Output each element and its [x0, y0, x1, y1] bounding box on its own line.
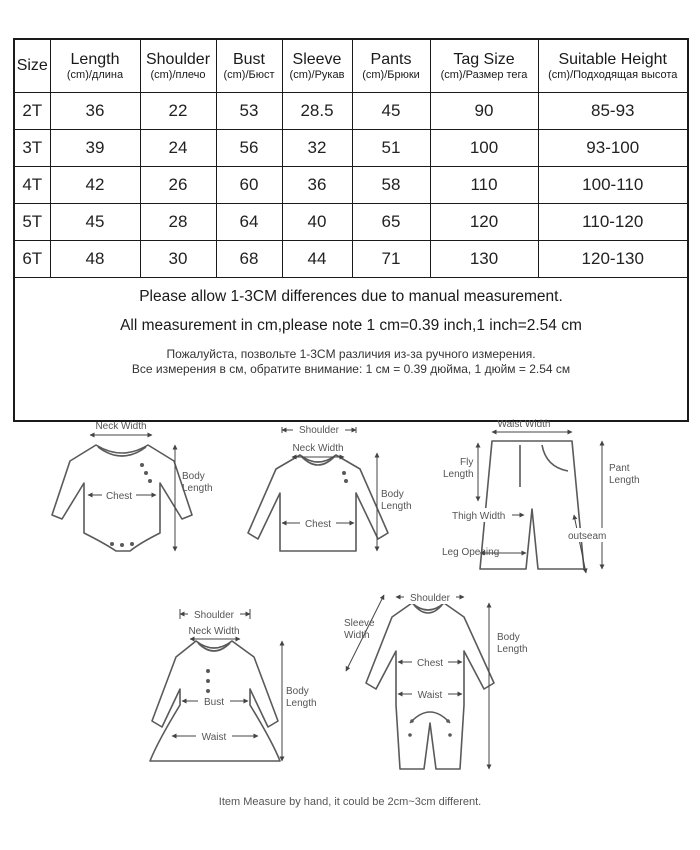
cell-pants: 51	[352, 130, 430, 167]
cell-shoulder: 26	[140, 167, 216, 204]
cell-bust: 60	[216, 167, 282, 204]
romper-diagram	[344, 590, 528, 769]
cell-bust: 64	[216, 204, 282, 241]
header-tag-size: Tag Size (cm)/Размер тега	[430, 39, 538, 93]
cell-tag-size: 90	[430, 93, 538, 130]
cell-size: 5T	[14, 204, 50, 241]
dress-body-label: Body	[286, 686, 309, 697]
shirt-body-label: Body	[381, 489, 404, 500]
cell-suitable-height: 110-120	[538, 204, 688, 241]
header-bust: Bust (cm)/Бюст	[216, 39, 282, 93]
pants-fly-length-label: Length	[443, 469, 474, 480]
notes-row	[14, 278, 688, 422]
table-row	[14, 241, 688, 278]
pants-pocket-line	[542, 445, 568, 471]
note-tolerance-en: Please allow 1-3CM differences due to manual measurement.	[139, 288, 563, 305]
shirt-diagram	[248, 423, 412, 551]
shirt-outline	[248, 455, 388, 551]
cell-bust: 56	[216, 130, 282, 167]
cell-size: 3T	[14, 130, 50, 167]
cell-length: 42	[50, 167, 140, 204]
pants-diagram	[442, 419, 640, 573]
cell-sleeve: 44	[282, 241, 352, 278]
bodysuit-neck-width-label: Neck Width	[95, 421, 147, 432]
bodysuit-chest-label: Chest	[105, 491, 133, 502]
cell-suitable-height: 100-110	[538, 167, 688, 204]
dress-waist-label: Waist	[201, 732, 227, 743]
table-row	[14, 130, 688, 167]
cell-shoulder: 28	[140, 204, 216, 241]
romper-sleeve-width-label: Width	[344, 630, 370, 641]
bodysuit-length-label: Length	[182, 483, 213, 494]
header-suitable-height: Suitable Height (cm)/Подходящая высота	[538, 39, 688, 93]
cell-sleeve: 32	[282, 130, 352, 167]
table-row	[14, 167, 688, 204]
romper-length-label: Length	[497, 644, 528, 655]
cell-size: 4T	[14, 167, 50, 204]
pants-pant-length-label: Length	[609, 475, 640, 486]
dress-diagram	[150, 607, 317, 761]
header-pants: Pants (cm)/Брюки	[352, 39, 430, 93]
cell-tag-size: 100	[430, 130, 538, 167]
cell-sleeve: 36	[282, 167, 352, 204]
cell-suitable-height: 93-100	[538, 130, 688, 167]
cell-tag-size: 120	[430, 204, 538, 241]
table-header-row	[14, 39, 688, 93]
note-tolerance-ru: Пожалуйста, позвольте 1-3CM различия из-за ручного измерения.	[166, 347, 536, 361]
pants-waist-width-label: Waist Width	[497, 419, 551, 430]
cell-length: 45	[50, 204, 140, 241]
cell-shoulder: 24	[140, 130, 216, 167]
cell-pants: 71	[352, 241, 430, 278]
size-chart-table	[13, 38, 689, 422]
romper-inseam	[410, 712, 450, 723]
measure-disclaimer: Item Measure by hand, it could be 2cm~3cm different.	[218, 796, 482, 808]
pants-pant-label: Pant	[609, 463, 630, 474]
cell-suitable-height: 85-93	[538, 93, 688, 130]
cell-tag-size: 110	[430, 167, 538, 204]
shirt-shoulder-label: Shoulder	[298, 425, 340, 436]
cell-shoulder: 30	[140, 241, 216, 278]
cell-length: 48	[50, 241, 140, 278]
dress-shoulder-label: Shoulder	[193, 610, 235, 621]
cell-length: 36	[50, 93, 140, 130]
shirt-chest-label: Chest	[304, 519, 332, 530]
pants-outseam-label: outseam	[568, 531, 607, 542]
cell-size: 2T	[14, 93, 50, 130]
dress-bust-label: Bust	[203, 697, 225, 708]
shirt-neck-width-label: Neck Width	[292, 443, 344, 454]
romper-waist-label: Waist	[417, 690, 443, 701]
bodysuit-diagram	[52, 421, 213, 551]
shirt-collar	[302, 457, 334, 465]
romper-outline	[366, 603, 494, 769]
cell-pants: 45	[352, 93, 430, 130]
romper-collar	[414, 605, 442, 613]
header-size: Size	[14, 39, 50, 93]
shirt-length-label: Length	[381, 501, 412, 512]
cell-sleeve: 28.5	[282, 93, 352, 130]
cell-bust: 68	[216, 241, 282, 278]
dress-neck-width-label: Neck Width	[188, 626, 240, 637]
note-units-ru: Все измерения в см, обратите внимание: 1 см = 0.39 дюйма, 1 дюйм = 2.54 см	[131, 362, 571, 376]
dress-collar	[198, 643, 230, 651]
cell-size: 6T	[14, 241, 50, 278]
cell-suitable-height: 120-130	[538, 241, 688, 278]
cell-shoulder: 22	[140, 93, 216, 130]
note-units-en: All measurement in cm,please note 1 cm=0.39 inch,1 inch=2.54 cm	[120, 317, 582, 334]
cell-length: 39	[50, 130, 140, 167]
dress-length-label: Length	[286, 698, 317, 709]
pants-leg-opening-label: Leg Opening	[442, 547, 500, 558]
romper-body-label: Body	[497, 632, 520, 643]
table-row	[14, 204, 688, 241]
header-shoulder: Shoulder (cm)/плечо	[140, 39, 216, 93]
cell-pants: 58	[352, 167, 430, 204]
header-length: Length (cm)/длина	[50, 39, 140, 93]
bodysuit-collar	[98, 447, 146, 456]
measurement-notes	[14, 278, 688, 422]
header-sleeve: Sleeve (cm)/Рукав	[282, 39, 352, 93]
measurement-diagrams	[0, 405, 700, 790]
cell-tag-size: 130	[430, 241, 538, 278]
cell-pants: 65	[352, 204, 430, 241]
romper-chest-label: Chest	[416, 658, 444, 669]
cell-bust: 53	[216, 93, 282, 130]
bodysuit-body-label: Body	[182, 471, 205, 482]
cell-sleeve: 40	[282, 204, 352, 241]
table-row	[14, 93, 688, 130]
romper-shoulder-label: Shoulder	[409, 593, 451, 604]
pants-fly-label: Fly	[460, 457, 474, 468]
romper-sleeve-label: Sleeve	[344, 618, 375, 629]
pants-thigh-width-label: Thigh Width	[452, 511, 506, 522]
